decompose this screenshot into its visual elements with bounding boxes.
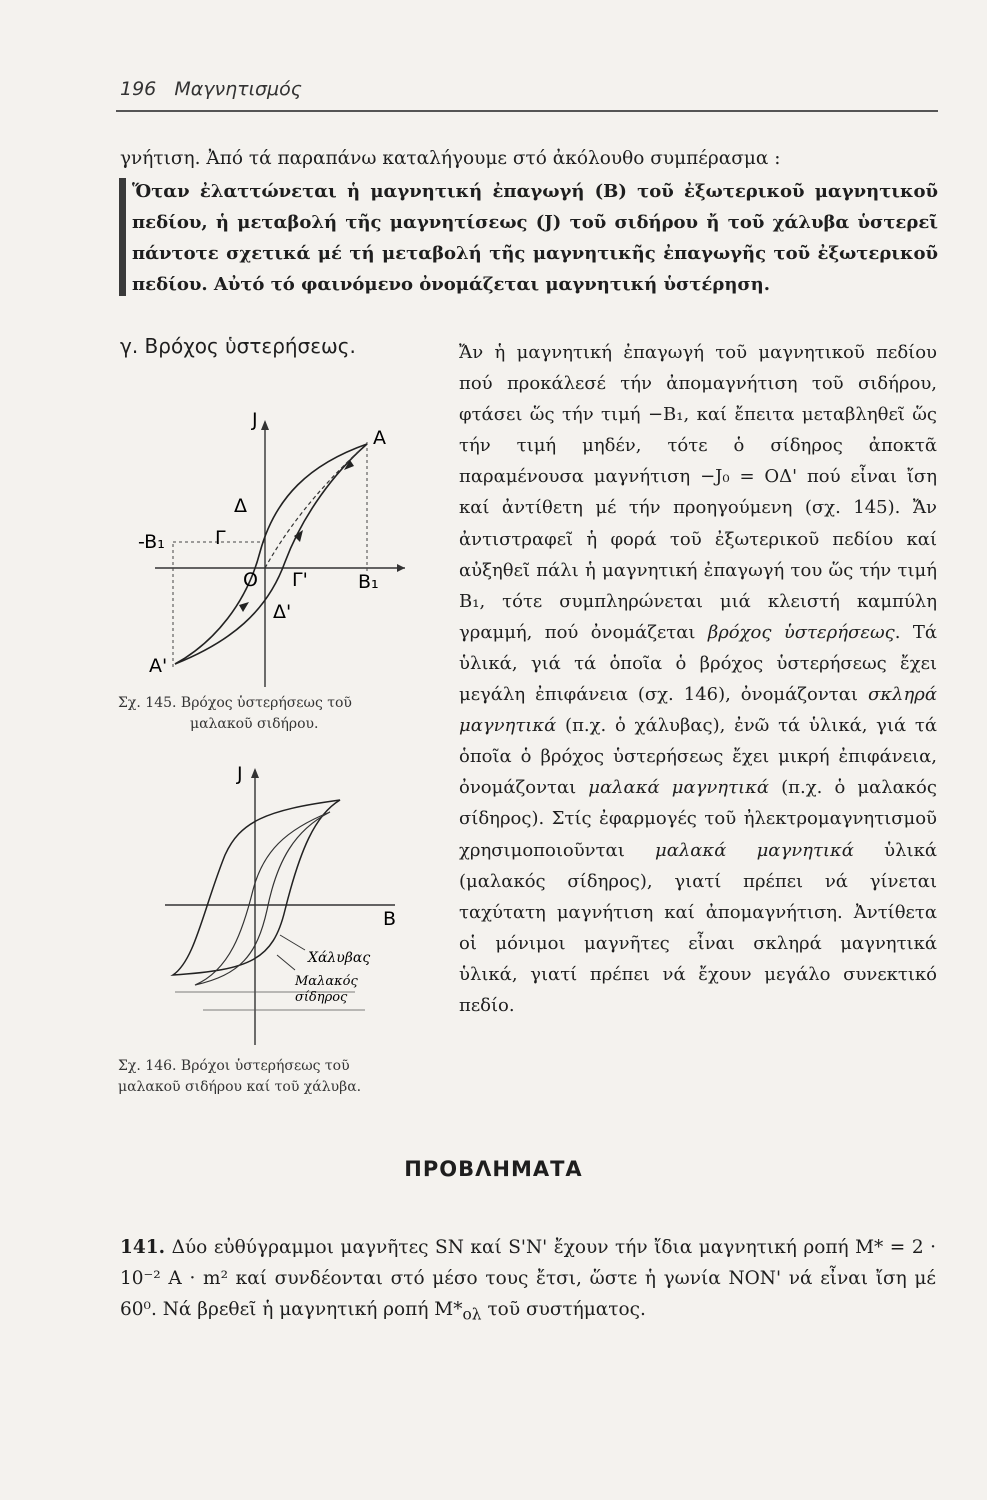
term-hysteresis-loop: βρόχος ὑστερήσεως xyxy=(707,621,895,643)
loop-upper-branch xyxy=(175,444,367,664)
page-number: 196 xyxy=(120,78,157,100)
label-b1: B₁ xyxy=(358,571,379,593)
label-steel: Χάλυβας xyxy=(308,950,371,966)
label-soft-iron-2: σίδηρος xyxy=(295,990,348,1005)
steel-loop xyxy=(173,800,340,975)
caption-146: Σχ. 146. Βρόχοι ὑστερήσεως τοῦ μαλακοῦ σιδήρου καί τοῦ χάλυβα. xyxy=(118,1058,362,1095)
term-hard-magnetic: σκληρά μαγνητικά xyxy=(459,684,937,737)
intro-line: γνήτιση. Ἀπό τά παραπάνω καταλήγουμε στό ἀκόλουθο συμπέρασμα : xyxy=(120,148,781,169)
conclusion-box xyxy=(132,176,938,300)
label-delta: Δ xyxy=(234,495,247,517)
label-gamma-prime: Γ' xyxy=(292,569,308,591)
b-axis-arrow-icon xyxy=(397,564,405,572)
running-header xyxy=(120,78,938,100)
conclusion-text: Ὅταν ἐλαττώνεται ἡ μαγνητική ἐπαγωγή (B) τοῦ ἐξωτερικοῦ μαγνητικοῦ πεδίου, ἡ μεταβολή τῆς μαγνητίσεως (J) τοῦ σιδήρου ἤ τοῦ χάλυβα ὑστερεῖ πάντοτε σχετικά μέ τή μεταβολή τῆς μαγνητικῆς ἐπαγωγῆς τοῦ ἐξωτερικοῦ πεδίου. Αὐτό τό φαινόμενο ὀνομάζεται μαγνητική ὑστέρηση. xyxy=(132,181,938,295)
arrow-down-icon xyxy=(239,602,249,612)
soft-iron-pointer xyxy=(277,955,295,970)
j-axis-arrow-icon xyxy=(251,768,259,778)
label-soft-iron-1: Μαλακός xyxy=(295,974,358,989)
steel-pointer xyxy=(280,935,305,950)
label-j: J xyxy=(237,763,243,785)
running-title: Μαγνητισμός xyxy=(174,78,302,100)
label-j: J xyxy=(252,409,258,431)
figure-145-hysteresis-soft-iron xyxy=(135,402,450,692)
emphasis-bar xyxy=(119,178,126,296)
label-b: B xyxy=(383,908,397,930)
label-delta-prime: Δ' xyxy=(273,601,292,623)
caption-145: Σχ. 145. Βρόχος ὑστερήσεως τοῦ μαλακοῦ σιδήρου. xyxy=(118,695,352,732)
label-gamma: Γ xyxy=(215,527,226,549)
subheading: γ. Βρόχος ὑστερήσεως. xyxy=(120,334,356,358)
figure-146-hysteresis-steel-iron xyxy=(155,760,430,1050)
label-o: O xyxy=(243,569,258,591)
loop-lower-branch xyxy=(175,444,367,664)
body-paragraph: Ἄν ἡ μαγνητική ἐπαγωγή τοῦ μαγνητικοῦ πεδίου πού προκάλεσέ τήν ἀπομαγνήτιση τοῦ σιδήρου, φτάσει ὥς τήν τιμή −B₁, καί ἔπειτα μεταβληθεῖ ὥς τήν τιμή μηδέν, τότε ὁ σίδηρος ἀποκτᾶ παραμένουσα μαγνήτιση −J₀ = ΟΔ' πού εἶναι ἴση καί ἀντίθετη μέ τήν προηγούμενη (σχ. 145). Ἄν ἀντιστραφεῖ ἡ φορά τοῦ ἐξωτερικοῦ πεδίου καί αὐξηθεῖ πάλι ἡ μαγνητική ἐπαγωγή του ὥς τήν τιμή B₁, τότε συμπληρώνεται μιά κλειστή καμπύλη γραμμή, πού ὀνομάζεται βρόχος ὑστερήσεως. Τά ὑλικά, γιά τά ὁποῖα ὁ βρόχος ὑστερήσεως ἔχει μεγάλη ἐπιφάνεια (σχ. 146), ὀνομάζονται σκληρά μαγνητικά (π.χ. ὁ χάλυβας), ἐνῶ τά ὑλικά, γιά τά ὁποῖα ὁ βρόχος ὑστερήσεως ἔχει μικρή ἐπιφάνεια, ὀνομάζονται μαλακά μαγνητικά (π.χ. ὁ μαλακός σίδηρος). Στίς ἐφαρμογές τοῦ ἠλεκτρομαγνητισμοῦ χρησιμοποιοῦνται μαλακά μαγνητικά ὑλικά (μαλακός σίδηρος), γιατί πρέπει νά γίνεται ταχύτατη μαγνήτιση καί ἀπομαγνήτιση. Ἀντίθετα οἱ μόνιμοι μαγνῆτες εἶναι σκληρά μαγνητικά ὑλικά, γιατί πρέπει νά ἔχουν μεγάλο συνεκτικό πεδίο. xyxy=(459,342,937,1016)
term-soft-magnetic-2: μαλακά μαγνητικά xyxy=(655,839,854,861)
problems-title: ΠΡΟΒΛΗΜΑΤΑ xyxy=(404,1157,583,1181)
label-a: A xyxy=(373,427,386,449)
problem-number: 141. xyxy=(120,1237,166,1258)
j-axis-arrow-icon xyxy=(261,420,269,430)
problem-141: 141. Δύο εὐθύγραμμοι μαγνῆτες SN καί S'N' ἔχουν τήν ἴδια μαγνητική ροπή M* = 2 · 10⁻² A · m² καί συνδέονται στό μέσο τους ἔτσι, ὥστε ἡ γωνία ΝΟΝ' νά εἶναι ἴση μέ 60⁰. Νά βρεθεῖ ἡ μαγνητική ροπή $M*_{o\lambda}$ τοῦ συστήματος. xyxy=(120,1237,936,1324)
label-minus-b1: -B₁ xyxy=(138,531,165,553)
header-rule xyxy=(116,110,938,112)
term-soft-magnetic: μαλακά μαγνητικά xyxy=(588,777,770,799)
label-a-prime: A' xyxy=(149,655,168,677)
